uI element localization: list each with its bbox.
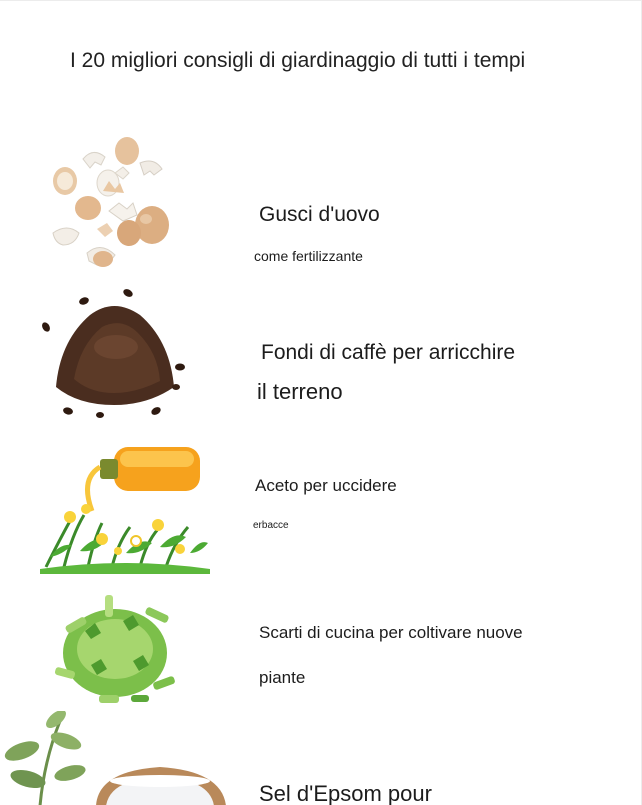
tip-2-title-line2: il terreno: [257, 379, 343, 404]
tip-1-title: Gusci d'uovo: [259, 203, 380, 226]
tip-1-subtitle: come fertilizzante: [254, 248, 363, 264]
vinegar-weeds-image: [40, 439, 210, 574]
tip-4-title-line1: Scarti di cucina per coltivare nuove: [259, 623, 523, 642]
coffee-grounds-image: [38, 283, 188, 423]
tip-2-title-line1: Fondi di caffè per arricchire: [261, 341, 516, 364]
epsom-salt-image: [0, 711, 240, 805]
tip-5-title: Sel d'Epsom pour: [259, 781, 432, 805]
tip-3-title: Aceto per uccidere: [255, 476, 397, 495]
tip-3-subtitle: erbacce: [253, 520, 289, 531]
tip-4-title-line2: piante: [259, 668, 306, 687]
page-title: I 20 migliori consigli di giardinaggio di tutti i tempi: [70, 49, 526, 72]
kitchen-scraps-image: [45, 591, 185, 716]
eggshells-image: [45, 133, 175, 273]
